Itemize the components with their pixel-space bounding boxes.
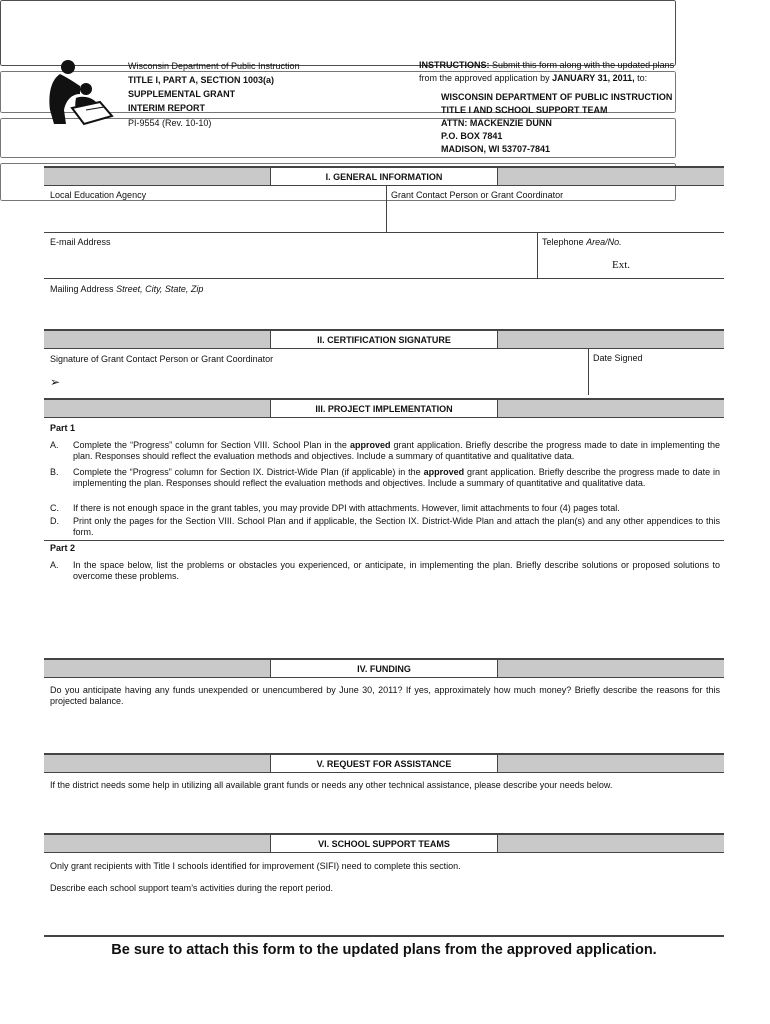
date-signed-label: Date Signed	[593, 353, 643, 363]
row-divider	[44, 278, 724, 279]
row-divider	[44, 232, 724, 233]
section-title: I. GENERAL INFORMATION	[270, 168, 498, 185]
ext-label: Ext.	[612, 259, 631, 271]
section-funding-header	[44, 658, 724, 678]
footer-note: Be sure to attach this form to the updated plans from the approved application.	[111, 942, 657, 958]
section-title: III. PROJECT IMPLEMENTATION	[270, 400, 498, 417]
divider	[588, 349, 589, 395]
form-title-line1: TITLE I, PART A, SECTION 1003(a)	[128, 75, 275, 85]
telephone-input[interactable]	[542, 256, 612, 276]
agency-name: Wisconsin Department of Public Instruction	[128, 61, 300, 71]
telephone-label: Telephone Area/No.	[542, 237, 622, 247]
lea-input[interactable]	[50, 206, 384, 228]
instruction-item-b: B. Complete the “Progress” column for Section IX. District-Wide Plan (if applicable) in the approved grant application. Briefly describe the progress made to date in implementing the plan. Responses should reflect the evaluation methods and objectives. Include a summary of quantitative and qualitative data.	[50, 467, 721, 488]
divider	[537, 232, 538, 278]
instructions: INSTRUCTIONS: Submit this form along with the updated plans from the approved application by JANUARY 31, 2011, to:	[419, 60, 675, 83]
contact-input[interactable]	[391, 206, 725, 228]
divider	[386, 186, 387, 232]
footer-rule	[44, 935, 724, 937]
instruction-item-a: A. Complete the “Progress” column for Section VIII. School Plan in the approved grant application. Briefly describe the progress made to date in implementing the plan. Responses should reflect the evaluation methods and objectives. Include a summary of quantitative and qualitative data.	[50, 440, 720, 461]
signature-label: Signature of Grant Contact Person or Grant Coordinator	[50, 354, 274, 364]
sst-activities-prompt: Describe each school support team’s activities during the report period.	[50, 883, 333, 893]
form-title-line3: INTERIM REPORT	[128, 103, 206, 113]
assistance-question: If the district needs some help in utilizing all available grant funds or needs any other technical assistance, please describe your needs below.	[50, 780, 613, 790]
form-title-line2: SUPPLEMENTAL GRANT	[128, 89, 236, 99]
section-project-implementation-header	[44, 398, 724, 418]
part2-item-a: A. In the space below, list the problems or obstacles you experienced, or anticipate, in implementing the plan. Briefly describe solutions or proposed solutions to overcome these problems.	[50, 560, 720, 581]
funding-question: Do you anticipate having any funds unexpended or unencumbered by June 30, 2011? If yes, approximately how much money? Briefly describe the reasons for this projected balance.	[50, 685, 720, 706]
mailing-address-label: Mailing Address Street, City, State, Zip	[50, 284, 204, 294]
mailing-address-input[interactable]	[50, 300, 714, 322]
part2-label: Part 2	[50, 543, 76, 553]
row-divider	[44, 540, 724, 541]
contact-label: Grant Contact Person or Grant Coordinator	[391, 190, 564, 200]
section-title: IV. FUNDING	[270, 660, 498, 677]
dpi-logo-icon	[46, 58, 118, 128]
problems-textarea[interactable]	[0, 0, 676, 66]
section-title: VI. SCHOOL SUPPORT TEAMS	[270, 835, 498, 852]
section-general-information-header	[44, 166, 724, 186]
sst-eligibility-note: Only grant recipients with Title I schools identified for improvement (SIFI) need to complete this section.	[50, 861, 461, 871]
arrow-icon: ➢	[50, 375, 61, 389]
instruction-item-c: C. If there is not enough space in the grant tables, you may provide DPI with attachments. However, limit attachments to four (4) pages total.	[50, 503, 620, 513]
section-request-for-assistance-header	[44, 753, 724, 773]
part1-label: Part 1	[50, 423, 76, 433]
extension-input[interactable]	[636, 256, 724, 276]
lea-label: Local Education Agency	[50, 190, 147, 200]
section-title: V. REQUEST FOR ASSISTANCE	[270, 755, 498, 772]
section-certification-signature-header	[44, 329, 724, 349]
instruction-item-d: D. Print only the pages for the Section VIII. School Plan and if applicable, the Section IX. District-Wide Plan and attach the plan(s) and any other appendices to this form.	[50, 516, 720, 537]
email-input[interactable]	[50, 254, 534, 276]
section-title: II. CERTIFICATION SIGNATURE	[270, 331, 498, 348]
section-school-support-teams-header	[44, 833, 724, 853]
signature-input[interactable]	[66, 374, 580, 394]
form-number: PI-9554 (Rev. 10-10)	[128, 118, 212, 128]
email-label: E-mail Address	[50, 237, 111, 247]
address-block: WISCONSIN DEPARTMENT OF PUBLIC INSTRUCTION TITLE I AND SCHOOL SUPPORT TEAM ATTN: MACKENZIE DUNN P.O. BOX 7841 MADISON, WI 53707-7841	[441, 92, 673, 154]
date-signed-input[interactable]	[593, 372, 723, 392]
